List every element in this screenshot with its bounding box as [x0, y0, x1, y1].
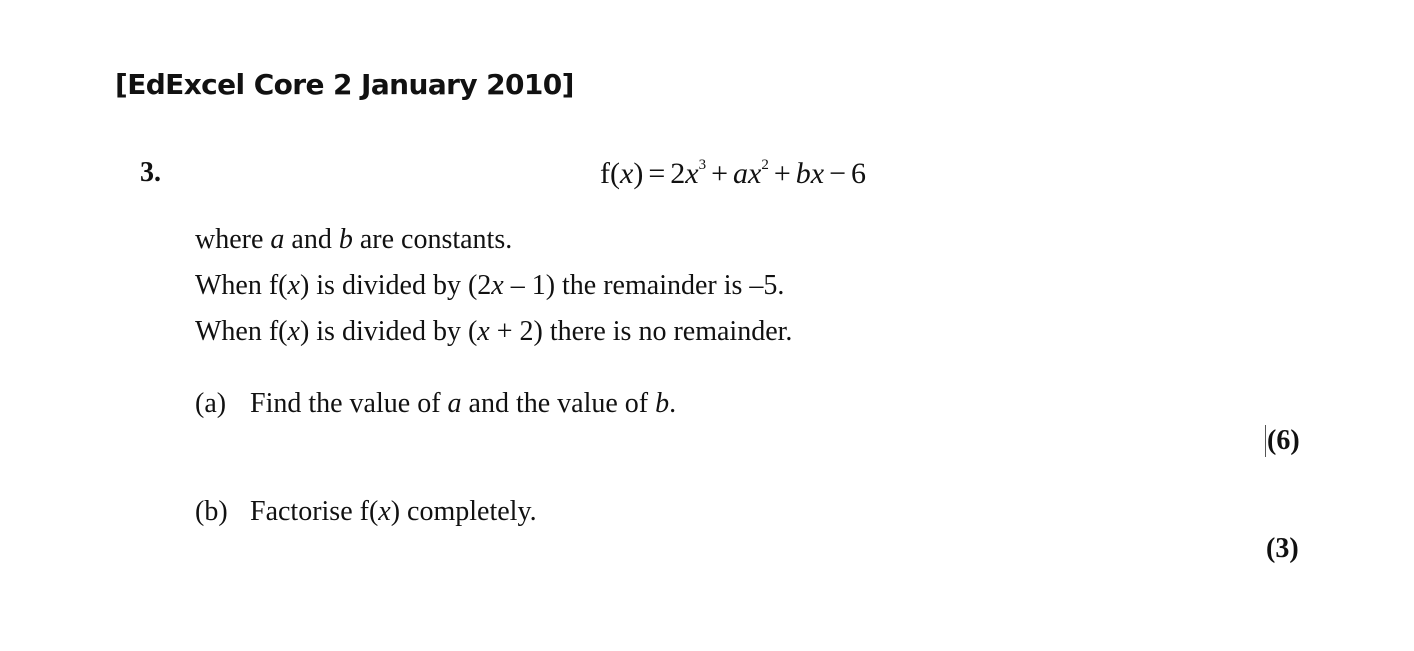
- eq-t2-var: x: [747, 157, 762, 190]
- eq-t1-coef: 2: [670, 157, 686, 190]
- text-run: and: [284, 224, 339, 255]
- eq-t2-coef: a: [732, 157, 748, 190]
- text-run: + 2) there is no remainder.: [489, 316, 793, 347]
- eq-t1-var: x: [685, 157, 699, 190]
- text-run: ) is divided by (: [299, 316, 478, 347]
- text-run: When f(: [195, 316, 288, 347]
- polynomial-equation: [600, 157, 866, 191]
- eq-minus: −: [829, 157, 846, 190]
- var-b: b: [338, 224, 353, 255]
- eq-t3-coef: b: [795, 157, 811, 190]
- intro-line-constants: [195, 224, 512, 256]
- var-a: a: [270, 224, 285, 255]
- var-a: a: [447, 388, 462, 419]
- var-x: x: [477, 316, 490, 347]
- intro-line-remainder: [195, 270, 784, 302]
- eq-plus-1: +: [711, 157, 728, 190]
- text-run: – 1) the remainder is –5.: [503, 270, 785, 301]
- eq-lhs-close: ): [633, 157, 644, 190]
- text-run: ) completely.: [390, 496, 537, 527]
- eq-plus-2: +: [773, 157, 791, 190]
- text-run: where: [195, 224, 271, 255]
- text-run: Factorise f(: [250, 496, 379, 527]
- eq-lhs: f(: [600, 157, 620, 190]
- text-run: and the value of: [461, 388, 656, 419]
- var-x: x: [491, 270, 504, 301]
- eq-t3-var: x: [810, 157, 825, 190]
- eq-constant: 6: [850, 157, 866, 190]
- var-x: x: [287, 316, 300, 347]
- eq-t2-exp: 2: [761, 157, 769, 173]
- part-a-marks: (6): [1267, 425, 1300, 456]
- eq-var: x: [619, 157, 634, 190]
- part-a: [195, 388, 676, 420]
- var-x: x: [378, 496, 391, 527]
- eq-equals: =: [648, 157, 666, 190]
- intro-line-no-remainder: [195, 316, 792, 348]
- text-run: Find the value of: [250, 388, 448, 419]
- text-run: are constants.: [352, 224, 513, 255]
- source-heading: [EdExcel Core 2 January 2010]: [115, 68, 574, 101]
- part-b-label: (b): [195, 496, 228, 527]
- part-b: [195, 496, 537, 528]
- var-b: b: [655, 388, 670, 419]
- var-x: x: [287, 270, 300, 301]
- question-number: 3.: [140, 157, 161, 188]
- part-a-label: (a): [195, 388, 227, 419]
- eq-t1-exp: 3: [698, 157, 707, 173]
- text-run: ) is divided by (2: [299, 270, 492, 301]
- part-b-marks: (3): [1266, 533, 1299, 564]
- text-run: When f(: [195, 270, 288, 301]
- text-run: .: [669, 388, 677, 419]
